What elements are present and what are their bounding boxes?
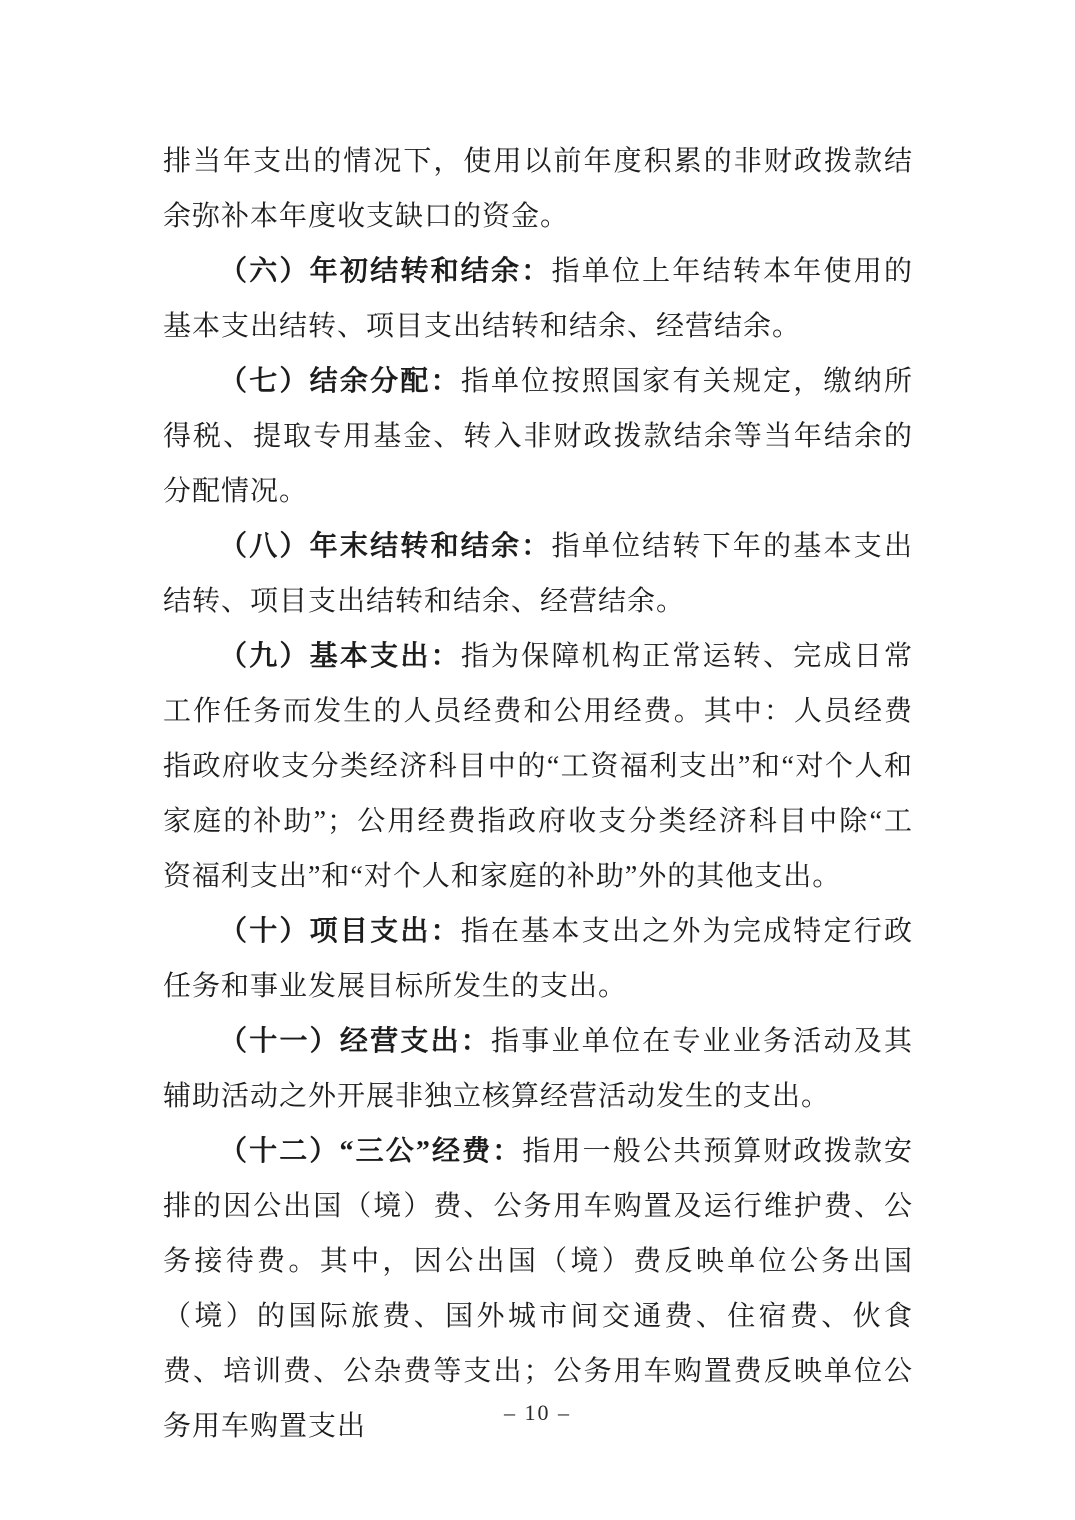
document-paragraph — [163, 354, 913, 519]
document-paragraph — [163, 1014, 913, 1124]
page-number: – 10 – — [504, 1400, 571, 1425]
paragraph-body: 排当年支出的情况下，使用以前年度积累的非财政拨款结余弥补本年度收支缺口的资金。 — [163, 146, 913, 232]
paragraph-body: 指为保障机构正常运转、完成日常工作任务而发生的人员经费和公用经费。其中：人员经费指政府收支分类经济科目中的“工资福利支出”和“对个人和家庭的补助”；公用经费指政府收支分类经济科目中除“工资福利支出”和“对个人和家庭的补助”外的其他支出。 — [163, 641, 913, 892]
paragraph-body: 指单位上年结转本年使用的基本支出结转、项目支出结转和结余、经营结余。 — [163, 256, 913, 342]
paragraph-heading: （九）基本支出： — [219, 641, 461, 672]
paragraph-heading: （八）年末结转和结余： — [219, 531, 552, 562]
document-paragraph — [163, 134, 913, 244]
paragraph-heading: （十二）“三公”经费： — [219, 1136, 523, 1167]
paragraph-heading: （七）结余分配： — [219, 366, 461, 397]
paragraph-heading: （六）年初结转和结余： — [219, 256, 552, 287]
document-paragraph — [163, 519, 913, 629]
paragraph-body: 指单位结转下年的基本支出结转、项目支出结转和结余、经营结余。 — [163, 531, 913, 617]
paragraph-heading: （十）项目支出： — [219, 916, 461, 947]
paragraph-body: 指单位按照国家有关规定，缴纳所得税、提取专用基金、转入非财政拨款结余等当年结余的分配情况。 — [163, 366, 913, 507]
paragraph-body: 指用一般公共预算财政拨款安排的因公出国（境）费、公务用车购置及运行维护费、公务接待费。其中，因公出国（境）费反映单位公务出国（境）的国际旅费、国外城市间交通费、住宿费、伙食费、培训费、公杂费等支出；公务用车购置费反映单位公务用车购置支出 — [163, 1136, 913, 1442]
document-paragraph — [163, 629, 913, 904]
paragraph-body: 指在基本支出之外为完成特定行政任务和事业发展目标所发生的支出。 — [163, 916, 913, 1002]
paragraph-heading: （十一）经营支出： — [219, 1026, 492, 1057]
page-footer — [0, 1400, 1075, 1426]
document-paragraph — [163, 904, 913, 1014]
document-body — [163, 134, 913, 1454]
paragraph-body: 指事业单位在专业业务活动及其辅助活动之外开展非独立核算经营活动发生的支出。 — [163, 1026, 913, 1112]
document-paragraph — [163, 244, 913, 354]
